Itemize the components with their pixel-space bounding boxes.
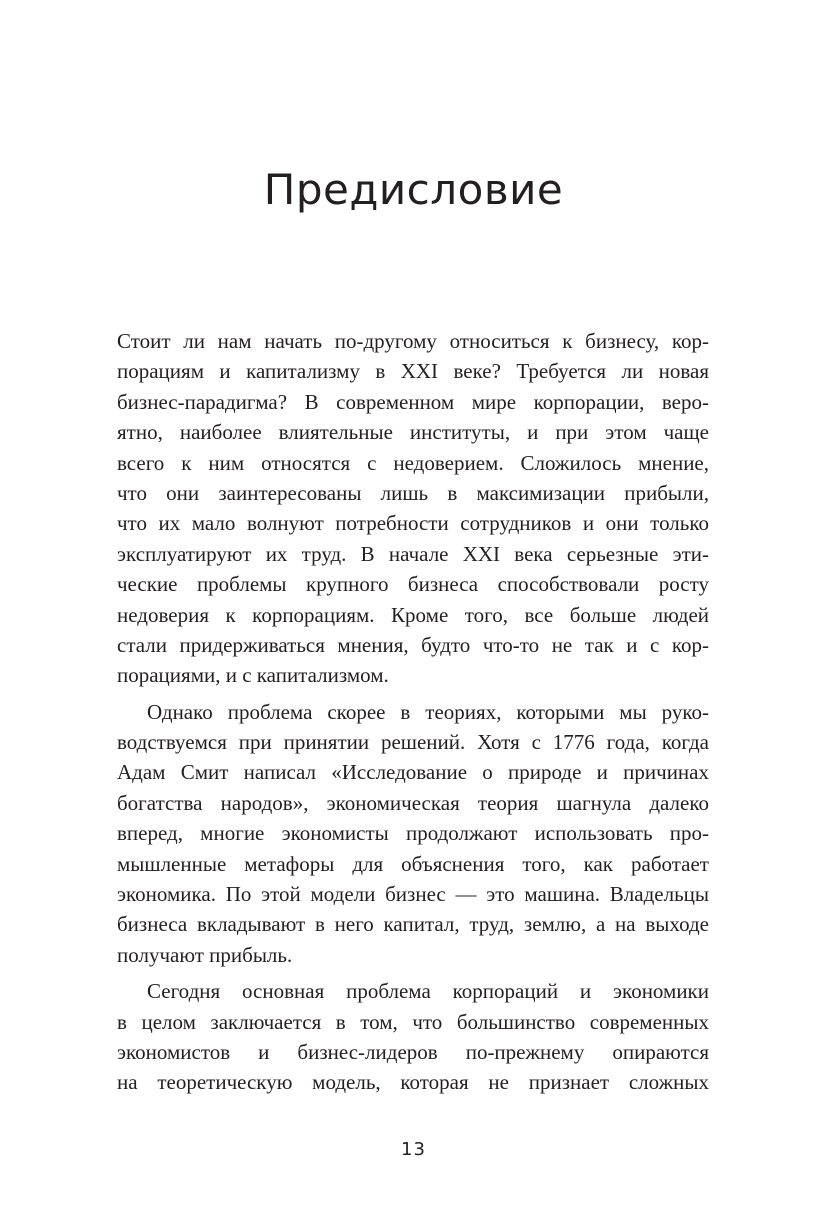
text-line: недоверия к корпорациям. Кроме того, все больше людей bbox=[117, 602, 709, 627]
text-line: Адам Смит написал «Исследование о природе и причинах bbox=[117, 760, 709, 785]
text-line: мышленные метафоры для объяснения того, как работает bbox=[117, 851, 709, 876]
text-line: богатства народов», экономическая теория шагнула далеко bbox=[117, 790, 709, 815]
text-line: эксплуатируют их труд. В начале XXI века серьезные эти- bbox=[117, 541, 709, 566]
text-line: ческие проблемы крупного бизнеса способствовали росту bbox=[117, 572, 709, 597]
text-line: Стоит ли нам начать по-другому относиться к бизнесу, кор- bbox=[117, 329, 709, 353]
text-line: порациям и капитализму в XXI веке? Требуется ли новая bbox=[117, 359, 709, 384]
paragraph-2 bbox=[117, 697, 709, 971]
text-line: водствуемся при принятии решений. Хотя с 1776 года, когда bbox=[117, 730, 709, 755]
text-line: стали придерживаться мнения, будто что-то не так и с кор- bbox=[117, 632, 709, 657]
text-line: вперед, многие экономисты продолжают использовать про- bbox=[117, 821, 709, 846]
paragraph-3 bbox=[117, 976, 709, 1098]
text-line: получают прибыль. bbox=[117, 942, 293, 967]
text-line: Однако проблема скорее в теориях, которыми мы руко- bbox=[147, 699, 709, 724]
text-line: что их мало волнуют потребности сотрудников и они только bbox=[117, 511, 709, 536]
text-line: всего к ним относятся с недоверием. Сложилось мнение, bbox=[117, 450, 709, 475]
page-number: 13 bbox=[401, 1139, 426, 1160]
text-line: что они заинтересованы лишь в максимизации прибыли, bbox=[117, 480, 709, 505]
text-line: на теоретическую модель, которая не признает сложных bbox=[117, 1070, 709, 1095]
text-line: экономика. По этой модели бизнес — это машина. Владельцы bbox=[117, 882, 709, 907]
body-text bbox=[117, 326, 709, 1098]
text-line: Сегодня основная проблема корпораций и экономики bbox=[147, 979, 709, 1004]
text-line: порациями, и с капитализмом. bbox=[117, 663, 389, 688]
paragraph-1 bbox=[117, 326, 709, 691]
text-line: в целом заключается в том, что большинство современных bbox=[117, 1009, 709, 1034]
text-line: экономистов и бизнес-лидеров по-прежнему опираются bbox=[117, 1039, 709, 1064]
chapter-title: Предисловие bbox=[263, 165, 564, 214]
text-line: бизнес-парадигма? В современном мире корпорации, веро- bbox=[117, 389, 709, 414]
text-line: бизнеса вкладывают в него капитал, труд, землю, а на выходе bbox=[117, 912, 709, 937]
text-line: ятно, наиболее влиятельные институты, и при этом чаще bbox=[117, 420, 709, 445]
